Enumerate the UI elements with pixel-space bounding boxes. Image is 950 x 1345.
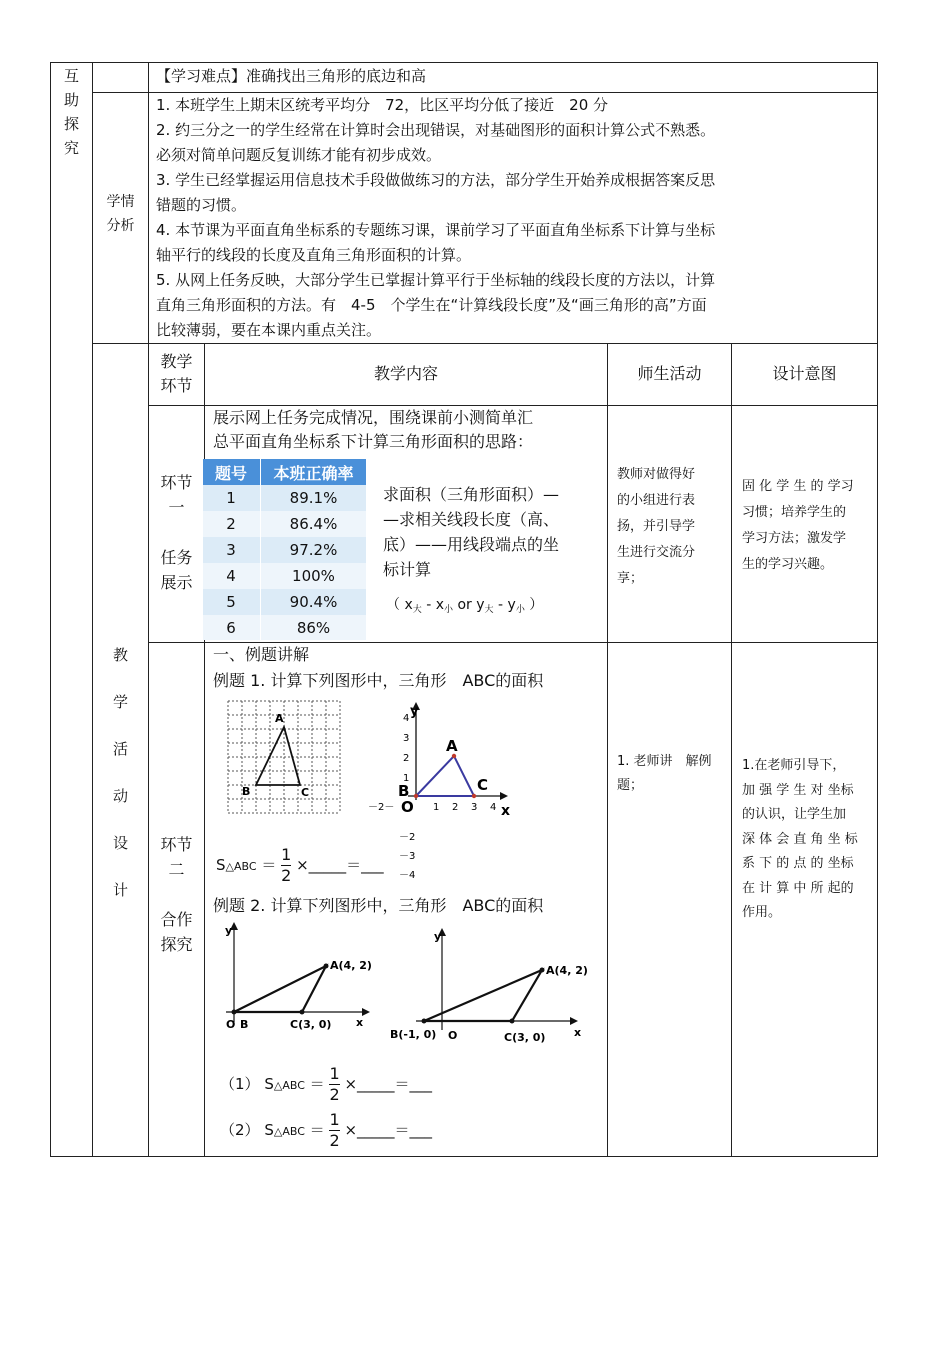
axis-label-c: C bbox=[477, 776, 489, 794]
stage1-label-line: 展示 bbox=[160, 573, 193, 592]
axis-y-label: y bbox=[410, 704, 419, 719]
row-line-2 bbox=[92, 343, 878, 344]
col-line-2 bbox=[148, 62, 149, 1157]
axis-ytick: 2 bbox=[403, 753, 410, 764]
accuracy-table-header bbox=[203, 459, 366, 485]
table-row bbox=[203, 615, 366, 640]
table-row bbox=[203, 537, 366, 563]
formula-dash: - y bbox=[493, 597, 516, 613]
graph2-a: A(4, 2) bbox=[330, 959, 372, 972]
stage2-label-line bbox=[149, 882, 204, 907]
s-rest: ×_____＝___ bbox=[344, 1075, 433, 1093]
row-qnum: 4 bbox=[226, 567, 236, 585]
example1-text: 例题 1. 计算下列图形中，三角形 ABC的面积 bbox=[213, 671, 544, 690]
area-formula-item1 bbox=[220, 1064, 432, 1110]
grid-triangle bbox=[256, 727, 300, 785]
activity-line: 扬，并引导学 bbox=[617, 519, 696, 534]
item1-label: （1） bbox=[220, 1075, 260, 1093]
s-label: S bbox=[264, 1121, 274, 1139]
table-row bbox=[203, 511, 366, 537]
axis-diagram bbox=[366, 700, 516, 880]
analysis-body bbox=[156, 93, 715, 343]
intent-line: 固 化 学 生 的 学习 bbox=[742, 479, 854, 494]
stage2-activity bbox=[617, 750, 712, 798]
half-den: 2 bbox=[329, 1085, 340, 1104]
row-qnum: 2 bbox=[226, 515, 236, 533]
stage1-label-line: 一 bbox=[168, 498, 185, 517]
coordinate-formula bbox=[386, 594, 543, 615]
graph2-x: x bbox=[356, 1016, 364, 1029]
triangle-2a bbox=[234, 966, 326, 1012]
axis-label-o: O bbox=[401, 798, 414, 816]
analysis-line: 必须对简单问题反复训练才能有初步成效。 bbox=[156, 146, 442, 164]
activity-label-char: 学 bbox=[112, 693, 128, 711]
item2-label: （2） bbox=[220, 1121, 260, 1139]
activity-label-char: 动 bbox=[112, 787, 128, 805]
section-title: 一、例题讲解 bbox=[213, 645, 310, 664]
graph3-o: O bbox=[448, 1029, 458, 1042]
axis-ytick: 4 bbox=[403, 713, 410, 724]
graph3-x: x bbox=[574, 1026, 582, 1039]
axis-xtick: 3 bbox=[471, 802, 478, 813]
activity-label-char: 设 bbox=[112, 834, 128, 852]
table-border-bottom bbox=[50, 1156, 878, 1157]
stage2-label-line: 合作 bbox=[160, 910, 193, 929]
example2-text: 例题 2. 计算下列图形中，三角形 ABC的面积 bbox=[213, 896, 544, 915]
graph3-y: y bbox=[434, 930, 442, 943]
half-num: 1 bbox=[281, 845, 292, 864]
half-den: 2 bbox=[329, 1131, 340, 1150]
stage1-intro-line: 展示网上任务完成情况，围绕课前小测简单汇 bbox=[213, 408, 534, 427]
intent-line: 系 下 的 点 的 坐标 bbox=[742, 856, 854, 871]
axis-xtick: 1 bbox=[433, 802, 440, 813]
stage1-intro-line: 总平面直角坐标系下计算三角形面积的思路： bbox=[213, 432, 534, 451]
intent-line: 的认识，让学生加 bbox=[742, 807, 847, 822]
axis-label-b: B bbox=[398, 782, 410, 800]
point-2a-b bbox=[232, 1010, 237, 1015]
intent-line: 习惯；培养学生的 bbox=[742, 505, 847, 520]
formula-open: （ x bbox=[386, 597, 413, 613]
point-2b-c bbox=[510, 1019, 515, 1024]
accuracy-table bbox=[203, 459, 366, 640]
row-rate: 97.2% bbox=[289, 541, 338, 559]
formula-dash: - x bbox=[421, 597, 445, 613]
table-col-divider bbox=[260, 459, 261, 640]
activity-label-char: 计 bbox=[112, 881, 128, 899]
analysis-line: 1. 本班学生上期末区统考平均分 72，比区平均分低了接近 20 分 bbox=[156, 96, 609, 114]
activity-line: 教师对做得好 bbox=[617, 467, 696, 482]
axis-label-a: A bbox=[446, 737, 458, 755]
half-num: 1 bbox=[329, 1064, 340, 1083]
graph3-c: C(3, 0) bbox=[504, 1031, 546, 1044]
activity-line: 题； bbox=[617, 778, 644, 793]
stage1-label-line bbox=[149, 520, 204, 545]
stage1-label-line: 任务 bbox=[160, 548, 193, 567]
method-line: 底）——用线段端点的坐 bbox=[383, 535, 560, 554]
point-2a-c bbox=[300, 1010, 305, 1015]
graph2-c: C(3, 0) bbox=[290, 1018, 332, 1031]
axis-neg-y: －2 bbox=[399, 832, 416, 843]
point-2b-b bbox=[422, 1019, 427, 1024]
header-stage bbox=[149, 350, 204, 398]
analysis-line: 5. 从网上任务反映，大部分学生已掌握计算平行于坐标轴的线段长度的方法以，计算 bbox=[156, 271, 716, 289]
axis-triangle bbox=[416, 756, 474, 796]
intent-line: 学习方法；激发学 bbox=[742, 531, 847, 546]
table-border-left bbox=[50, 62, 51, 1157]
graph3-a: A(4, 2) bbox=[546, 964, 588, 977]
axis-neg-y: －3 bbox=[399, 851, 416, 862]
equals-sign: ＝ bbox=[309, 1075, 325, 1093]
row-rate: 86.4% bbox=[289, 515, 338, 533]
graph-example2-a bbox=[220, 920, 380, 1040]
analysis-line: 比较薄弱，要在本课内重点关注。 bbox=[156, 321, 382, 339]
s-label: S bbox=[216, 856, 226, 874]
axis-neg-y: －4 bbox=[399, 870, 416, 880]
axis-neg-x: －2－ bbox=[368, 802, 395, 813]
table-row bbox=[203, 563, 366, 589]
graph2-o: O bbox=[226, 1018, 236, 1031]
area-formula-item2 bbox=[220, 1110, 432, 1156]
grid-label-b: B bbox=[242, 785, 251, 798]
row-rate: 90.4% bbox=[289, 593, 338, 611]
header-rate: 本班正确率 bbox=[273, 464, 354, 483]
method-line: —求相关线段长度（高、 bbox=[383, 510, 560, 529]
method-line: 标计算 bbox=[383, 560, 432, 579]
s-sub: △ABC bbox=[273, 1125, 305, 1138]
graph-example2-b bbox=[388, 920, 598, 1050]
half-fraction bbox=[281, 845, 291, 886]
row-qnum: 3 bbox=[226, 541, 236, 559]
intent-line: 1.在老师引导下， bbox=[742, 758, 846, 773]
axis-xtick: 2 bbox=[452, 802, 459, 813]
stage1-method bbox=[383, 482, 559, 582]
formula-or: or y bbox=[453, 597, 485, 613]
analysis-line: 直角三角形面积的方法。有 4-5 个学生在“计算线段长度”及“画三角形的高”方面 bbox=[156, 296, 707, 314]
analysis-line: 2. 约三分之一的学生经常在计算时会出现错误，对基础图形的面积计算公式不熟悉。 bbox=[156, 121, 716, 139]
analysis-label bbox=[93, 190, 148, 238]
difficulty-text: 【学习难点】准确找出三角形的底边和高 bbox=[156, 67, 427, 85]
activity-label-char: 教 bbox=[112, 646, 128, 664]
stage2-label-line: 环节 bbox=[160, 835, 193, 854]
activity-line: 的小组进行表 bbox=[617, 493, 696, 508]
stage1-label-line: 环节 bbox=[160, 473, 193, 492]
table-border-top bbox=[50, 62, 878, 63]
point-2a-a bbox=[324, 964, 329, 969]
activity-design-label bbox=[93, 632, 148, 914]
formula-sub-big: 大 bbox=[484, 605, 494, 615]
left-char: 探 bbox=[63, 115, 79, 133]
stage1-intro bbox=[213, 406, 533, 454]
table-row bbox=[203, 485, 366, 511]
s-rest: ×_____＝___ bbox=[344, 1121, 433, 1139]
left-col-label bbox=[51, 64, 92, 160]
analysis-line: 3. 学生已经掌握运用信息技术手段做做练习的方法，部分学生开始养成根据答案反思 bbox=[156, 171, 716, 189]
activity-label-char: 活 bbox=[112, 740, 128, 758]
graph3-b: B(-1, 0) bbox=[390, 1028, 437, 1041]
point-c bbox=[472, 794, 476, 798]
header-qnum: 题号 bbox=[214, 464, 247, 483]
table-row bbox=[203, 589, 366, 615]
intent-line: 深 体 会 直 角 坐 标 bbox=[742, 831, 858, 847]
equals-sign: ＝ bbox=[309, 1121, 325, 1139]
graph2-y: y bbox=[225, 924, 233, 937]
s-sub: △ABC bbox=[273, 1079, 305, 1092]
formula-sub-big: 大 bbox=[412, 605, 422, 615]
stage1-activity bbox=[617, 462, 695, 592]
left-char: 互 bbox=[63, 67, 79, 85]
s-rest: ×_____＝___ bbox=[296, 856, 384, 874]
half-fraction bbox=[329, 1110, 339, 1151]
s-sub: △ABC bbox=[225, 860, 257, 873]
analysis-line: 轴平行的线段的长度及直角三角形面积的计算。 bbox=[156, 246, 472, 264]
stage2-label-line: 二 bbox=[168, 860, 185, 879]
row-qnum: 5 bbox=[226, 593, 236, 611]
point-2b-a bbox=[540, 968, 545, 973]
intent-line: 生的学习兴趣。 bbox=[742, 557, 834, 572]
grid-diagram bbox=[224, 697, 344, 817]
row-qnum: 1 bbox=[226, 489, 236, 507]
analysis-line: 4. 本节课为平面直角坐标系的专题练习课，课前学习了平面直角坐标系下计算与坐标 bbox=[156, 221, 716, 239]
stage1-intent bbox=[742, 474, 854, 578]
s-label: S bbox=[264, 1075, 274, 1093]
axis-ytick: 1 bbox=[403, 773, 410, 784]
stage2-label bbox=[149, 832, 204, 957]
axis-ytick: 3 bbox=[403, 733, 410, 744]
left-char: 究 bbox=[63, 139, 79, 157]
grid-label-c: C bbox=[301, 786, 310, 799]
row-rate: 100% bbox=[292, 567, 335, 585]
formula-sub-small: 小 bbox=[444, 605, 454, 615]
stage1-label bbox=[149, 470, 204, 595]
formula-sub-small: 小 bbox=[515, 605, 525, 615]
analysis-label-line: 分析 bbox=[106, 218, 135, 234]
row-rate: 86% bbox=[296, 619, 331, 637]
intent-line: 加 强 学 生 对 坐标 bbox=[742, 782, 854, 798]
analysis-line: 错题的习惯。 bbox=[156, 196, 247, 214]
activity-line: 享； bbox=[617, 571, 644, 586]
method-line: 求面积（三角形面积）— bbox=[383, 485, 560, 504]
header-content: 教学内容 bbox=[373, 364, 438, 383]
formula-close: ） bbox=[524, 597, 544, 613]
header-stage-line: 环节 bbox=[160, 376, 193, 395]
intent-line: 在 计 算 中 所 起的 bbox=[742, 880, 854, 896]
header-activity: 师生活动 bbox=[637, 364, 702, 383]
axis-x-label: x bbox=[501, 803, 511, 819]
row-rate: 89.1% bbox=[289, 489, 338, 507]
row-qnum: 6 bbox=[226, 619, 236, 637]
area-formula-1 bbox=[216, 845, 384, 891]
activity-line: 1. 老师讲 解例 bbox=[617, 754, 712, 769]
half-den: 2 bbox=[281, 866, 292, 885]
col-line-4 bbox=[607, 343, 608, 1157]
graph2-b: B bbox=[240, 1018, 249, 1031]
stage2-label-line: 探究 bbox=[160, 935, 193, 954]
left-char: 助 bbox=[63, 91, 79, 109]
half-fraction bbox=[329, 1064, 339, 1105]
grid-label-a: A bbox=[275, 712, 284, 725]
intent-line: 作用。 bbox=[742, 905, 782, 920]
header-stage-line: 教学 bbox=[160, 352, 193, 371]
activity-line: 生进行交流分 bbox=[617, 545, 696, 560]
header-intent: 设计意图 bbox=[772, 364, 837, 383]
half-num: 1 bbox=[329, 1110, 340, 1129]
point-b bbox=[414, 794, 418, 798]
axis-xtick: 4 bbox=[490, 802, 497, 813]
stage2-intent bbox=[742, 754, 858, 926]
col-line-5 bbox=[731, 343, 732, 1157]
equals-sign: ＝ bbox=[261, 856, 277, 874]
table-border-right bbox=[877, 62, 878, 1157]
analysis-label-line: 学情 bbox=[106, 194, 135, 210]
